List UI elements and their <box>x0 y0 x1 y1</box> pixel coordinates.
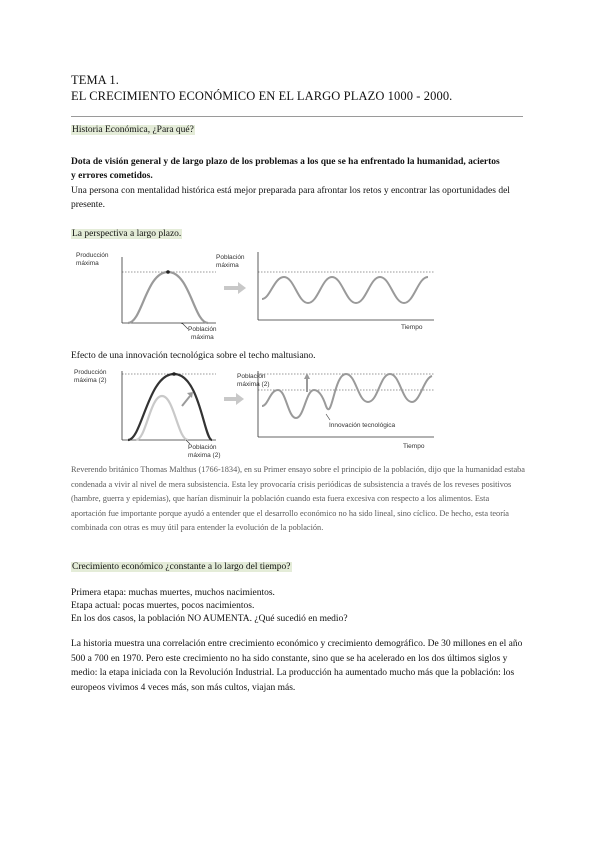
stage-line-1: Primera etapa: muchas muertes, muchos nacimientos. <box>71 588 275 598</box>
title-line-1: TEMA 1. <box>71 73 119 87</box>
label-poblacion2-bottom-line1: Población <box>188 444 217 451</box>
title-line-2: EL CRECIMIENTO ECONÓMICO EN EL LARGO PLAZO 1000 - 2000. <box>71 89 453 103</box>
caption-innovacion: Efecto de una innovación tecnológica sobre el techo maltusiano. <box>71 351 316 361</box>
population-oscillation <box>262 277 428 303</box>
section1-text: Una persona con mentalidad histórica está mejor preparada para afrontar los retos y encontrar las oportunidades del presente. <box>71 186 510 210</box>
population2-oscillation <box>262 374 432 418</box>
transition-arrow <box>224 282 246 294</box>
label-poblacion-bottom-line1: Población <box>188 326 217 333</box>
label-produccion2-line2: máxima (2) <box>74 377 107 384</box>
label-poblacion2-bottom-line2: máxima (2) <box>188 452 221 459</box>
section-heading-crecimiento: Crecimiento económico ¿constante a lo largo del tiempo? <box>72 562 291 572</box>
label-poblacion2-right-line2: máxima (2) <box>237 381 270 388</box>
label-innovacion: Innovación tecnológica <box>329 422 396 429</box>
label-tiempo: Tiempo <box>401 324 423 331</box>
shift-arrow-line <box>182 396 190 406</box>
stage-line-2: Etapa actual: pocas muertes, pocos nacimientos. <box>71 601 255 611</box>
label-poblacion-right-line2: máxima <box>216 262 239 269</box>
malthus-diagram-2 <box>70 366 440 459</box>
stage-lines <box>71 587 526 626</box>
section-heading-perspectiva: La perspectiva a largo plazo. <box>72 229 182 239</box>
transition2-arrow <box>224 393 244 405</box>
section1-bold-text: Dota de visión general y de largo plazo de los problemas a los que se ha enfrentado la humanidad, aciertos y errores cometidos. <box>71 157 500 181</box>
label-tiempo-2: Tiempo <box>403 443 425 450</box>
final-text: La historia muestra una correlación entre crecimiento económico y crecimiento demográfico. De 30 millones en el año 500 a 700 en 1970. Pero este crecimiento no ha sido constante, sino que se ha acelerado en los dos últimos siglos y medio: la etapa iniciada con la Revolución Industrial. La producción ha aumentado mucho más que la población: los europeos vivimos 4 veces más, son más cultos, viajan más. <box>71 639 523 693</box>
label-produccion2-line1: Producción <box>74 369 107 376</box>
label-produccion-line2: máxima <box>76 260 99 267</box>
page-title <box>71 72 452 104</box>
section-heading-historia: Historia Económica, ¿Para qué? <box>72 125 194 135</box>
peak-dot <box>166 270 170 274</box>
title-divider <box>71 116 523 117</box>
peak2-dot <box>172 372 176 376</box>
label-produccion-line1: Producción <box>76 252 109 259</box>
innovation-pointer <box>326 414 330 420</box>
new-production-curve <box>128 374 212 440</box>
label-poblacion2-right-line1: Población <box>237 373 266 380</box>
stage-line-3: En los dos casos, la población NO AUMENTA. ¿Qué sucedió en medio? <box>71 614 348 624</box>
production-bell-curve <box>128 272 208 323</box>
malthus-text: Reverendo británico Thomas Malthus (1766-1834), en su Primer ensayo sobre el principio de la población, dijo que la humanidad estaba condenada a vivir al nivel de mera subsistencia. Esta ley provocaría crisis periódicas de subsistencia a través de los reveses positivos (hambre, guerra y epidemias), que harían disminuir la población cuando esta fuera excesiva con respecto a los alimentos. Esta aportación fue importante porque ayudó a entender que el desarrollo económico no ha sido lineal, sino cíclico. De hecho, esta teoría combinada con otras es muy útil para entender la evolución de la población. <box>71 465 525 532</box>
old-production-curve <box>136 396 188 440</box>
label-poblacion-bottom-line2: máxima <box>191 334 214 341</box>
label-poblacion-right-line1: Población <box>216 254 245 261</box>
malthus-diagram-1 <box>70 247 440 347</box>
